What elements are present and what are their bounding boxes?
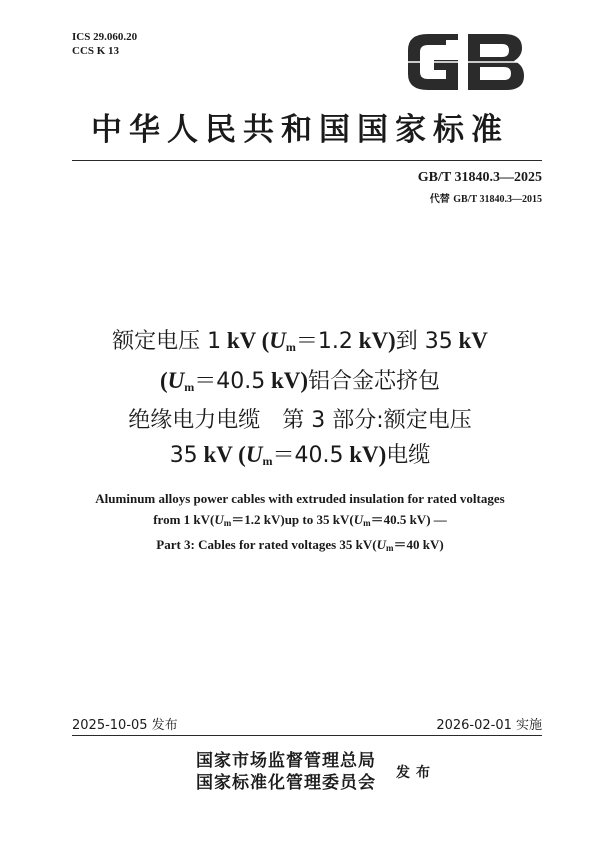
title-zh-unit: kV ( [197,442,246,467]
replaces-number: GB/T 31840.3—2015 [453,194,542,205]
title-zh-subscript: m [184,380,195,394]
chinese-title-line-2 [0,364,600,404]
title-en-text: ＝40.5 kV) — [370,512,447,527]
title-zh-subscript: m [285,340,296,354]
footer-divider [72,735,542,736]
english-title-line-1: Aluminum alloys power cables with extruded insulation for rated voltages [95,491,505,506]
title-en-symbol: U [376,537,387,552]
ics-code: ICS 29.060.20 [72,31,138,43]
title-zh-latin [160,368,194,393]
title-en-text: ＝40 kV) [393,537,444,552]
title-en-symbol: U [353,512,364,527]
ccs-code: CCS K 13 [72,45,120,57]
title-zh-value: ＝40.5 [272,443,344,468]
title-zh-latin [198,442,273,467]
chinese-title-line-4 [0,438,600,478]
gb-logo-icon [404,30,528,94]
title-zh-unit: kV) [265,368,309,393]
title-zh-value: ＝1.2 [295,329,353,354]
english-title-line-2 [0,509,600,534]
title-en-text: ＝1.2 kV)up to 35 kV( [231,512,354,527]
title-zh-symbol: U [269,328,286,353]
implement-date: 2026-02-01 实施 [436,718,542,733]
title-en-text: from 1 kV( [153,512,215,527]
title-zh-text: 到 35 [395,329,453,354]
standard-number: GB/T 31840.3—2025 [417,170,542,185]
title-zh-unit: kV [452,328,488,353]
title-zh-unit: kV) [343,442,387,467]
standard-type-title: 中华人民共和国国家标准 [91,112,509,148]
title-en-subscript: m [386,543,394,553]
issuer-line-2: 国家标准化管理委员会 [196,773,376,793]
title-zh-latin [221,328,296,353]
title-en-text: Part 3: Cables for rated voltages 35 kV( [156,537,377,552]
replaces-note [430,190,542,205]
issue-word: 发布 [396,765,436,781]
title-zh-unit: kV ( [221,328,270,353]
title-zh-symbol: U [167,368,185,393]
replaces-label: 代替 [429,194,450,205]
title-zh-value: ＝40.5 [194,369,266,394]
classification-codes [72,30,137,58]
publish-date: 2025-10-05 发布 [72,718,178,733]
title-zh-text: 电缆 [386,443,431,468]
title-zh-paren: ( [159,368,168,393]
english-title-line-3 [0,534,600,559]
header-divider [72,160,542,161]
title-en-subscript: m [363,518,371,528]
title-en-symbol: U [214,512,224,527]
issuer-line-1: 国家市场监督管理总局 [196,751,376,771]
title-en-subscript: m [223,518,232,528]
title-zh-subscript: m [262,454,273,468]
title-zh-value: 35 [169,443,198,468]
title-zh-symbol: U [245,442,263,467]
chinese-title-line-1 [0,324,600,364]
english-title [0,488,600,559]
title-zh-unit: kV) [352,328,396,353]
issuing-authorities [196,750,376,794]
chinese-title [0,324,600,478]
title-zh-text: 额定电压 1 [112,329,222,354]
chinese-title-line-3: 绝缘电力电缆 第 3 部分:额定电压 [128,408,472,433]
title-zh-text: 铝合金芯挤包 [308,369,441,394]
